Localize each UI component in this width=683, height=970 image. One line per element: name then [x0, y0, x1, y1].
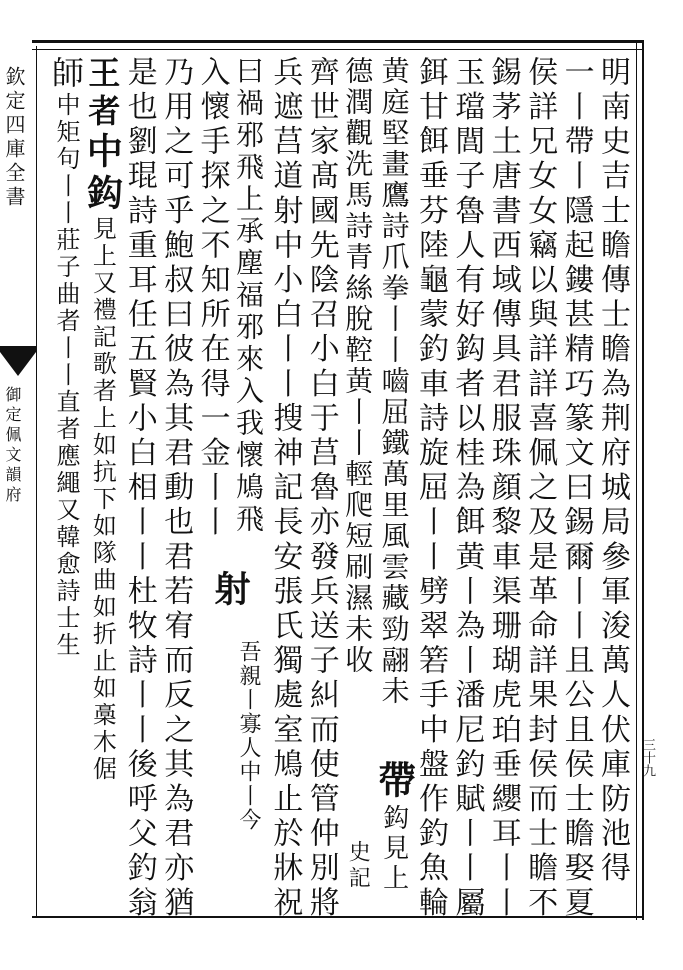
- entry-head-zhonggou: 中鈎: [81, 132, 124, 216]
- column-text: 錫茅土唐書西域傳具君服珠顔黎車渠珊瑚虎珀垂纓耳丨丨: [485, 56, 521, 921]
- column-text: 入懷手探之不知所在得一金丨丨: [194, 56, 230, 541]
- text-column-5: [446, 56, 485, 921]
- entry-note-text: 中矩句丨丨莊子曲者丨丨直者應繩又韓愈詩士生: [52, 92, 80, 659]
- column-text: 黄庭堅畫鷹詩爪拳丨丨嚙屈鐵萬里風雲藏勁翮未: [377, 56, 411, 707]
- entry-head-dai: [371, 760, 417, 894]
- entry-tail-text: 史記: [345, 840, 371, 892]
- margin-title: 欽定四庫全書: [2, 66, 26, 210]
- entry-head-char: 射: [209, 570, 251, 612]
- fish-tail-mark: [0, 346, 36, 382]
- column-text: 侯詳兄女女竊以與詳詳喜佩之及是革命詳果封侯而士瞻不: [522, 56, 558, 921]
- text-column-11-merged: [228, 56, 264, 916]
- entry-head-note: 鈎見上: [378, 804, 409, 894]
- text-column-10: [264, 56, 303, 921]
- text-column-4: [483, 56, 521, 921]
- text-column-12-merged: [192, 56, 228, 916]
- text-column-8: [337, 56, 373, 916]
- text-column-9: [301, 56, 339, 921]
- column-text: 明南史吉士瞻傳士瞻為荆府城局參軍浚萬人伏庫防池得: [595, 56, 630, 887]
- entry-tail: [337, 840, 377, 892]
- margin-rule: [36, 46, 37, 916]
- entry-head-king: 王者: [83, 56, 122, 132]
- text-column-16-final: [40, 56, 80, 916]
- column-text: 德潤觀洗馬詩青絲脫鞚黄丨丨輕爬短刷濕未收: [341, 56, 375, 676]
- right-border: [636, 40, 644, 920]
- text-column-14-final: [88, 56, 128, 916]
- column-text: 乃用之可乎鮑叔曰彼為其君動也君若宥而反之其為君亦猶: [158, 56, 194, 921]
- column-text: 兵遮莒道射中小白丨丨搜神記長安張氏獨處室鳩止於牀祝: [267, 56, 303, 921]
- column-text: 是也劉琨詩重耳任五賢小白相丨丨杜牧詩丨丨後呼父釣翁: [121, 56, 157, 921]
- text-column-1: [592, 56, 628, 916]
- column-text: 曰禍邪飛上承塵福邪來入我懷鳩飛: [232, 56, 265, 536]
- text-column-2: [556, 56, 594, 921]
- page-number: 三十九: [640, 738, 655, 777]
- top-border: [32, 40, 642, 50]
- margin-book-title: 御定佩文韻府: [3, 386, 22, 506]
- column-lead: 師: [47, 56, 85, 92]
- text-column-3: [519, 56, 558, 921]
- column-text: 齊世家髙國先陰召小白于莒魯亦發兵送子糾而使管仲別將: [303, 56, 339, 921]
- column-text: 一丨帶丨隱起鏤甚精巧篆文曰錫爾丨丨且公且侯士瞻娶夏: [558, 56, 594, 921]
- column-text: 玉璫閭子魯人有好鈎者以桂為餌黄丨為丨潘尼釣賦丨丨屬: [449, 56, 485, 921]
- entry-note-text: 吾親丨寡人中丨今: [236, 640, 261, 832]
- column-text: 鉺甘餌垂芬陸龜蒙釣車詩旋屈丨丨劈翠箬手中盤作釣魚輪: [413, 56, 448, 921]
- text-column-13-naiyong: [155, 56, 194, 921]
- entry-note-text: 見上又禮記歌者上如抗下如隊曲如折止如槀木倨: [88, 216, 117, 783]
- entry-head-char: 帶: [371, 760, 417, 804]
- page-margin: [0, 46, 36, 916]
